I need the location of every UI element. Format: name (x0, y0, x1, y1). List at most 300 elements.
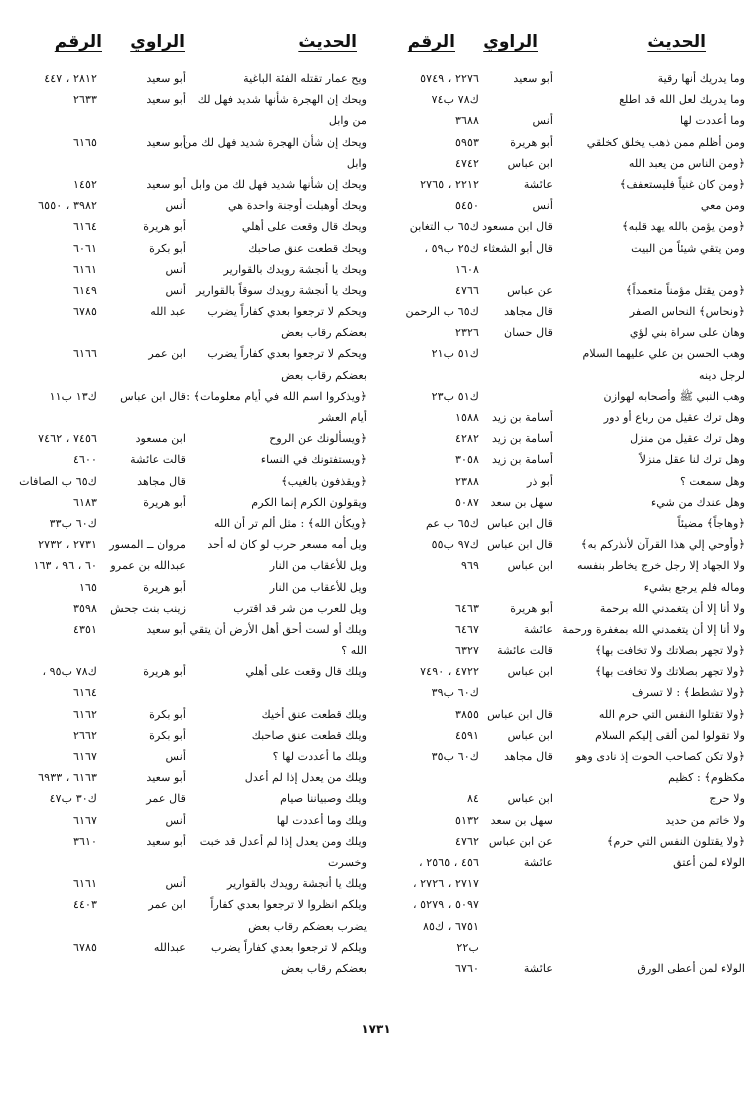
narrator: قالت عائشة (497, 644, 553, 658)
hadith-text: ﴿ولا يقتلون النفس التي حرم﴾ (606, 834, 745, 848)
hadith-text: ويلكم لا ترجعوا بعدي كفاراً يضرب (210, 940, 367, 954)
index-entry (375, 810, 749, 831)
reference-number: ٤٤٠٣ (72, 898, 97, 912)
hadith-text: ويلك قطعت عنق أخيك (261, 707, 367, 721)
index-entry (375, 958, 749, 979)
reference-number: ٢٧٣١ ، ٢٧٣٢ (38, 538, 97, 552)
index-entry (0, 661, 374, 682)
index-entry (0, 238, 374, 259)
index-entry (0, 407, 374, 428)
reference-number: ك٧٨ ب٧٤ (431, 93, 479, 107)
index-entry (375, 110, 749, 131)
index-entry (375, 894, 749, 915)
reference-number: ٦١٦١ (72, 877, 97, 891)
right-header-hadith: الحديث (647, 32, 706, 52)
reference-number: ٥٩٥٣ (454, 135, 479, 149)
reference-number: ٦١٦٤ (72, 220, 97, 234)
hadith-text: وهل ترك عقيل من منزل (630, 432, 745, 446)
hadith-text: ولا تقولوا لمن ألقى إليكم السلام (595, 728, 745, 742)
reference-number: ٥٠٨٧ (454, 495, 479, 509)
hadith-text: ﴿ولا تجهر بصلاتك ولا تخافت بها﴾ (595, 644, 745, 658)
narrator: عائشة (523, 961, 553, 975)
hadith-text: ويلك ومن يعدل إذا لم أعدل قد خبت (199, 834, 367, 848)
hadith-text: لرجل دينه (699, 368, 745, 382)
narrator: أسامة بن زيد (491, 453, 553, 467)
reference-number: ب٢٢ (456, 940, 479, 954)
reference-number: ٦٤٦٣ (454, 601, 479, 615)
hadith-text: ﴿ويسألونك عن الروح (269, 432, 367, 446)
index-entry (375, 937, 749, 958)
index-entry (0, 365, 374, 386)
reference-number: ٣٦٨٨ (454, 114, 479, 128)
reference-number: ٢٢١٢ ، ٢٧٦٥ (420, 177, 479, 191)
index-entry (375, 640, 749, 661)
index-entry (0, 513, 374, 534)
reference-number: ٨٤ (466, 792, 479, 806)
narrator: قال ابن عباس (487, 538, 553, 552)
hadith-text: ويحكم لا ترجعوا بعدي كفاراً يضرب (207, 305, 367, 319)
index-entry (375, 725, 749, 746)
narrator: أبو سعيد (146, 72, 186, 85)
index-entry (0, 725, 374, 746)
reference-number: ٦٧٦٠ (454, 961, 479, 975)
hadith-text: ﴿ومن يقتل مؤمناً متعمداً﴾ (625, 283, 745, 297)
hadith-text: وهل ترك لنا عقل منزلاً (639, 453, 745, 467)
hadith-text: بعضكم رقاب بعض (281, 961, 367, 975)
narrator: قال ابن مسعود (482, 220, 553, 234)
reference-number: ك٦٠ ب٣٣ (49, 516, 97, 530)
hadith-text: ويحكم لا ترجعوا بعدي كفاراً يضرب (207, 347, 367, 361)
index-entry (0, 682, 374, 703)
index-entry (375, 661, 749, 682)
narrator: أبو هريرة (143, 665, 186, 679)
narrator: عن عباس (507, 283, 553, 297)
index-entry (0, 216, 374, 237)
hadith-text: ويلك قال وقعت على أهلي (245, 665, 367, 679)
narrator: قال ابن عباس (120, 389, 186, 403)
hadith-text: ويل للأعقاب من النار (269, 559, 367, 573)
narrator: ابن عباس (507, 665, 553, 679)
hadith-text: ﴿وهاجاً﴾ مضيئاً (677, 516, 745, 530)
narrator: أبو بكرة (149, 728, 186, 742)
hadith-text: ويحك إن الهجرة شأنها شديد فهل لك (197, 93, 367, 107)
hadith-text: ولا حرج (709, 792, 745, 806)
hadith-text: ولا الجهاد إلا رجل خرج يخاطر بنفسه (577, 559, 745, 573)
reference-number: ٦١٦٥ (72, 135, 97, 149)
index-entry (375, 174, 749, 195)
narrator: قال مجاهد (504, 750, 553, 763)
index-entry (375, 195, 749, 216)
reference-number: ١٤٥٢ (72, 177, 97, 191)
hadith-text: ويحك قطعت عنق صاحبك (248, 241, 367, 255)
hadith-text: ويحك إن شأن الهجرة شديد فهل لك من (183, 135, 367, 149)
hadith-text: ومن معي (700, 199, 745, 213)
index-entry (375, 68, 749, 89)
index-entry (375, 89, 749, 110)
hadith-text: ﴿وأوحي إلي هذا القرآن لأنذركم به﴾ (580, 538, 745, 552)
reference-number: ٤٥٦ ، ٢٥٦٥ ، (419, 855, 479, 869)
hadith-text: وخسرت (327, 855, 367, 869)
reference-number: ٢٣٨٨ (454, 474, 479, 488)
index-entry (375, 428, 749, 449)
narrator: ابن عباس (507, 792, 553, 806)
index-entry (375, 534, 749, 555)
index-entry (375, 873, 749, 894)
reference-number: ك٦٥ ب التغابن (409, 220, 479, 234)
index-entry (375, 132, 749, 153)
right-column (375, 68, 749, 1018)
narrator: قال مجاهد (137, 474, 186, 488)
reference-number: ٦٤٦٧ (454, 622, 479, 636)
reference-number: ك١٣ ب١١ (49, 389, 97, 403)
hadith-text: وما أعددت لها (679, 114, 745, 128)
narrator: أنس (165, 283, 186, 297)
reference-number: ك٦٥ ب عم (425, 516, 479, 530)
reference-number: ٦٣٢٧ (454, 644, 479, 658)
narrator: أبو هريرة (143, 495, 186, 509)
reference-number: ٢٦٦٢ (72, 728, 97, 742)
hadith-text: ومن أظلم ممن ذهب يخلق كخلقي (586, 135, 745, 149)
hadith-text: ويحك إن شأنها شديد فهل لك من وابل (190, 177, 367, 191)
hadith-text: ويحك قال وقعت على أهلي (241, 220, 367, 234)
reference-number: ٤٧٤٢ (454, 156, 479, 170)
index-entry (375, 767, 749, 788)
hadith-text: ﴿ويقذفون بالغيب﴾ (281, 474, 367, 488)
reference-number: ك٦٠ ب٣٩ (431, 686, 479, 700)
reference-number: ٤٧٢٢ ، ٧٤٩٠ (420, 665, 479, 679)
narrator: أنس (165, 750, 186, 763)
reference-number: ٤٧٦٦ (454, 283, 479, 297)
reference-number: ك٣٠ ب٤٧ (49, 792, 97, 806)
index-entry (0, 153, 374, 174)
hadith-text: ويحك أوهبلت أوجنة واحدة هي (227, 199, 367, 213)
index-entry (0, 195, 374, 216)
index-entry (375, 682, 749, 703)
hadith-text: وما يدريك أنها رقية (657, 72, 745, 85)
narrator: عائشة (523, 855, 553, 869)
index-entry (0, 831, 374, 852)
reference-number: ٥١٣٢ (454, 813, 479, 827)
index-entry (375, 852, 749, 873)
narrator: أسامة بن زيد (491, 432, 553, 446)
reference-number: ٦١٦٣ ، ٦٩٣٣ (38, 771, 97, 785)
index-entry (375, 513, 749, 534)
hadith-text: ويلك وصبياننا صيام (280, 792, 367, 806)
narrator: زينب بنت جحش (110, 601, 186, 615)
reference-number: ٦١٦٤ (72, 686, 97, 700)
reference-number: ٦٠ ، ٩٦ ، ١٦٣ (33, 559, 97, 573)
hadith-text: ويلكم انظروا لا ترجعوا بعدي كفاراً (210, 898, 367, 912)
reference-number: ٩٦٩ (460, 559, 479, 573)
index-entry (0, 534, 374, 555)
narrator: قال أبو الشعثاء (483, 241, 553, 255)
reference-number: ٥٠٩٧ ، ٥٢٧٩ ، (413, 898, 479, 912)
narrator: أبو هريرة (510, 135, 553, 149)
index-entry (0, 873, 374, 894)
index-entry (0, 598, 374, 619)
reference-number: ٦١٦٧ (72, 750, 97, 763)
reference-number: ٦١٤٩ (72, 283, 97, 297)
reference-number: ٦١٦٢ (72, 707, 97, 721)
reference-number: ك٥١ ب٢١ (431, 347, 479, 361)
hadith-text: ويل للعرب من شر قد اقترب (233, 601, 367, 615)
narrator: أبو بكرة (149, 707, 186, 721)
reference-number: ١٦٥ (78, 580, 97, 594)
index-entry (0, 259, 374, 280)
hadith-text: ﴿ولا تكن كصاحب الحوت إذ نادى وهو (575, 750, 745, 763)
narrator: ابن عمر (148, 898, 186, 912)
index-entry (375, 831, 749, 852)
hadith-text: ويح عمار تقتله الفئة الباغية (243, 72, 367, 85)
narrator: قال عمر (146, 792, 186, 806)
narrator: أنس (165, 877, 186, 891)
narrator: عن ابن عباس (488, 834, 553, 848)
reference-number: ك٦٠ ب٣٥ (431, 750, 479, 763)
index-entry (0, 577, 374, 598)
hadith-text: ويلك قطعت عنق صاحبك (251, 728, 367, 742)
narrator: أبو سعيد (146, 834, 186, 848)
hadith-text: ويلك وما أعددت لها (276, 813, 367, 827)
narrator: قالت عائشة (130, 453, 186, 467)
index-entry (375, 322, 749, 343)
narrator: عبدالله بن عمرو (110, 559, 186, 573)
hadith-text: ومن يتقي شيئاً من البيت (631, 241, 745, 255)
narrator: أبو سعيد (146, 177, 186, 191)
narrator: قال ابن عباس (487, 707, 553, 721)
reference-number: ك٦٥ ب الصافات (19, 474, 97, 488)
reference-number: ٦١٦١ (72, 262, 97, 276)
narrator: ابن عباس (507, 559, 553, 573)
hadith-text: ويحك يا أنجشة رويدك سوقاً بالقوارير (196, 283, 367, 297)
index-entry (375, 449, 749, 470)
hadith-text: ﴿ومن كان غنياً فليستعفف﴾ (619, 177, 745, 191)
reference-number: ١٥٨٨ (454, 411, 479, 424)
index-entry (0, 343, 374, 364)
index-entry (0, 619, 374, 640)
reference-number: ك٦٥ ب الرحمن (405, 305, 479, 319)
right-header-number: الرقم (407, 32, 455, 52)
index-entry (0, 471, 374, 492)
index-entry (375, 365, 749, 386)
reference-number: ٦٠٦١ (72, 241, 97, 255)
hadith-text: ويل للأعقاب من النار (269, 580, 367, 594)
narrator: سهل بن سعد (490, 813, 553, 827)
narrator: ابن عمر (148, 347, 186, 361)
index-entry (0, 852, 374, 873)
index-entry (0, 640, 374, 661)
narrator: مروان ــ المسور (109, 538, 186, 552)
hadith-text: الولاء لمن أعتق (673, 855, 745, 869)
hadith-text: وهل عندك من شيء (650, 495, 745, 509)
index-entry (0, 916, 374, 937)
index-entry (375, 555, 749, 576)
narrator: قال حسان (504, 326, 553, 340)
reference-number: ٦٧٨٥ (72, 305, 97, 319)
narrator: أبو ذر (527, 474, 553, 488)
index-entry (375, 916, 749, 937)
reference-number: ٦٧٥١ ، ك٨٥ (422, 919, 479, 933)
hadith-text: ويلك من يعدل إذا لم أعدل (244, 771, 367, 785)
narrator: أبو سعيد (513, 72, 553, 85)
reference-number: ٤٢٨٢ (454, 432, 479, 446)
hadith-text: ولا أنا إلا أن يتغمدني الله برحمة (599, 601, 745, 615)
hadith-text: ﴿ومن الناس من يعبد الله (628, 156, 745, 170)
page-number: ١٧٣١ (361, 1022, 391, 1036)
narrator: أبو سعيد (146, 93, 186, 107)
reference-number: ٤٥٩١ (454, 728, 479, 742)
index-entry (0, 767, 374, 788)
narrator: أنس (165, 262, 186, 276)
narrator: أنس (532, 199, 553, 213)
index-entry (0, 746, 374, 767)
narrator: قال ابن عباس (487, 516, 553, 530)
narrator: أسامة بن زيد (491, 411, 553, 424)
hadith-text: وما يدريك لعل الله قد اطلع (619, 93, 745, 107)
reference-number: ٢٨١٢ ، ٤٤٧ (44, 72, 97, 85)
hadith-text: مكظوم﴾ : كظيم (668, 771, 745, 785)
reference-number: ٢٣٢٦ (454, 326, 479, 340)
index-entry (0, 322, 374, 343)
reference-number: ٦١٦٧ (72, 813, 97, 827)
index-entry (375, 386, 749, 407)
reference-number: ٢٦٣٣ (72, 93, 97, 107)
hadith-text: ﴿ومن يؤمن بالله يهد قلبه﴾ (622, 220, 745, 234)
reference-number: ٣٩٨٢ ، ٦٥٥٠ (38, 199, 97, 213)
narrator: عائشة (523, 177, 553, 191)
reference-number: ك٩٧ ب٥٥ (431, 538, 479, 552)
hadith-text: وهل سمعت ؟ (679, 474, 745, 488)
index-entry (375, 704, 749, 725)
reference-number: ١٦٠٨ (454, 262, 479, 276)
narrator: ابن مسعود (135, 432, 186, 446)
index-entry (375, 746, 749, 767)
narrator: عبدالله (153, 940, 186, 954)
reference-number: ٤٧٦٢ (454, 834, 479, 848)
hadith-text: ويلك ما أعددت لها ؟ (272, 750, 367, 763)
narrator: أبو هريرة (143, 580, 186, 594)
index-entry (375, 216, 749, 237)
reference-number: ك٢٥ ب٥٩ ، (424, 241, 479, 255)
hadith-text: ويلك أو لست أحق أهل الأرض أن يتقي (189, 622, 367, 636)
hadith-text: ﴿ويكأن الله﴾ : مثل ألم تر أن الله (214, 516, 367, 530)
left-header-hadith: الحديث (298, 32, 357, 52)
hadith-text: بعضكم رقاب بعض (281, 326, 367, 340)
reference-number: ٢٧١٧ ، ٢٧٢٦ ، (413, 877, 479, 891)
hadith-text: وماله فلم يرجع بشيء (643, 580, 745, 594)
narrator: أبو سعيد (146, 135, 186, 149)
narrator: أنس (165, 199, 186, 213)
hadith-text: ولا أنا إلا أن يتغمدني الله بمغفرة ورحمة (562, 622, 745, 636)
narrator: أبو هريرة (143, 220, 186, 234)
hadith-text: الولاء لمن أعطى الورق (637, 961, 745, 975)
hadith-text: يضرب بعضكم رقاب بعض (248, 919, 367, 933)
hadith-text: بعضكم رقاب بعض (281, 368, 367, 382)
hadith-text: أيام العشر (318, 411, 367, 424)
left-header-narrator: الراوي (130, 32, 185, 52)
narrator: سهل بن سعد (490, 495, 553, 509)
left-column (0, 68, 374, 1018)
index-entry (0, 937, 374, 958)
hadith-text: الله ؟ (341, 644, 367, 658)
narrator: قال مجاهد (504, 305, 553, 319)
reference-number: ٦٧٨٥ (72, 940, 97, 954)
narrator: أبو سعيد (146, 771, 186, 785)
hadith-text: ويلك يا أنجشة رويدك بالقوارير (227, 877, 367, 891)
reference-number: ٧٤٥٦ ، ٧٤٦٢ (38, 432, 97, 446)
index-entry (375, 471, 749, 492)
hadith-text: وهل ترك عقيل من رباع أو دور (603, 411, 745, 424)
left-header-number: الرقم (54, 32, 102, 52)
reference-number: ٤٦٠٠ (72, 453, 97, 467)
reference-number: ك٥١ ب٢٣ (431, 389, 479, 403)
index-entry (375, 280, 749, 301)
reference-number: ٦١٦٦ (72, 347, 97, 361)
hadith-text: ولا خاتم من حديد (665, 813, 745, 827)
index-entry (0, 301, 374, 322)
index-entry (375, 238, 749, 259)
reference-number: ٦١٨٣ (72, 495, 97, 509)
index-entry (0, 555, 374, 576)
narrator: أبو سعيد (146, 622, 186, 636)
index-entry (375, 492, 749, 513)
hadith-text: ويحك يا أنجشة رويدك بالقوارير (223, 262, 367, 276)
index-entry (0, 174, 374, 195)
hadith-text: ﴿ولا تشطط﴾ : لا تسرف (631, 686, 745, 700)
index-entry (0, 428, 374, 449)
index-entry (0, 89, 374, 110)
narrator: عبد الله (150, 305, 186, 319)
index-entry (375, 343, 749, 364)
hadith-text: ﴿ولا تقتلوا النفس التي حرم الله (598, 707, 745, 721)
index-entry (375, 598, 749, 619)
reference-number: ٣٦١٠ (72, 834, 97, 848)
narrator: عائشة (523, 622, 553, 636)
hadith-text: وهب الحسن بن علي عليهما السلام (582, 347, 745, 361)
narrator: ابن عباس (507, 156, 553, 170)
index-entry (0, 788, 374, 809)
hadith-text: وهان على سراة بني لؤي (629, 326, 745, 340)
index-entry (0, 68, 374, 89)
narrator: أبو هريرة (510, 601, 553, 615)
index-entry (375, 788, 749, 809)
hadith-text: ﴿ويذكروا اسم الله في أيام معلومات﴾ : (186, 389, 367, 403)
reference-number: ك٧٨ ب٩٥ ، (42, 665, 97, 679)
index-entry (375, 577, 749, 598)
index-entry (0, 810, 374, 831)
hadith-text: ﴿ولا تجهر بصلاتك ولا تخافت بها﴾ (595, 665, 745, 679)
hadith-text: ويقولون الكرم إنما الكرم (251, 495, 367, 509)
reference-number: ٣٥٩٨ (72, 601, 97, 615)
index-entry (375, 407, 749, 428)
reference-number: ٣٨٥٥ (454, 707, 479, 721)
index-entry (0, 492, 374, 513)
narrator: أنس (532, 114, 553, 128)
hadith-text: ﴿ونحاس﴾ النحاس الصفر (629, 305, 745, 319)
hadith-text: وابل (346, 156, 367, 170)
narrator: أنس (165, 813, 186, 827)
index-entry (0, 704, 374, 725)
hadith-text: من وابل (328, 114, 367, 128)
index-entry (0, 280, 374, 301)
right-header-narrator: الراوي (483, 32, 538, 52)
narrator: أبو بكرة (149, 241, 186, 255)
index-entry (375, 619, 749, 640)
index-entry (0, 386, 374, 407)
narrator: ابن عباس (507, 728, 553, 742)
index-entry (375, 301, 749, 322)
index-entry (375, 153, 749, 174)
index-entry (0, 132, 374, 153)
